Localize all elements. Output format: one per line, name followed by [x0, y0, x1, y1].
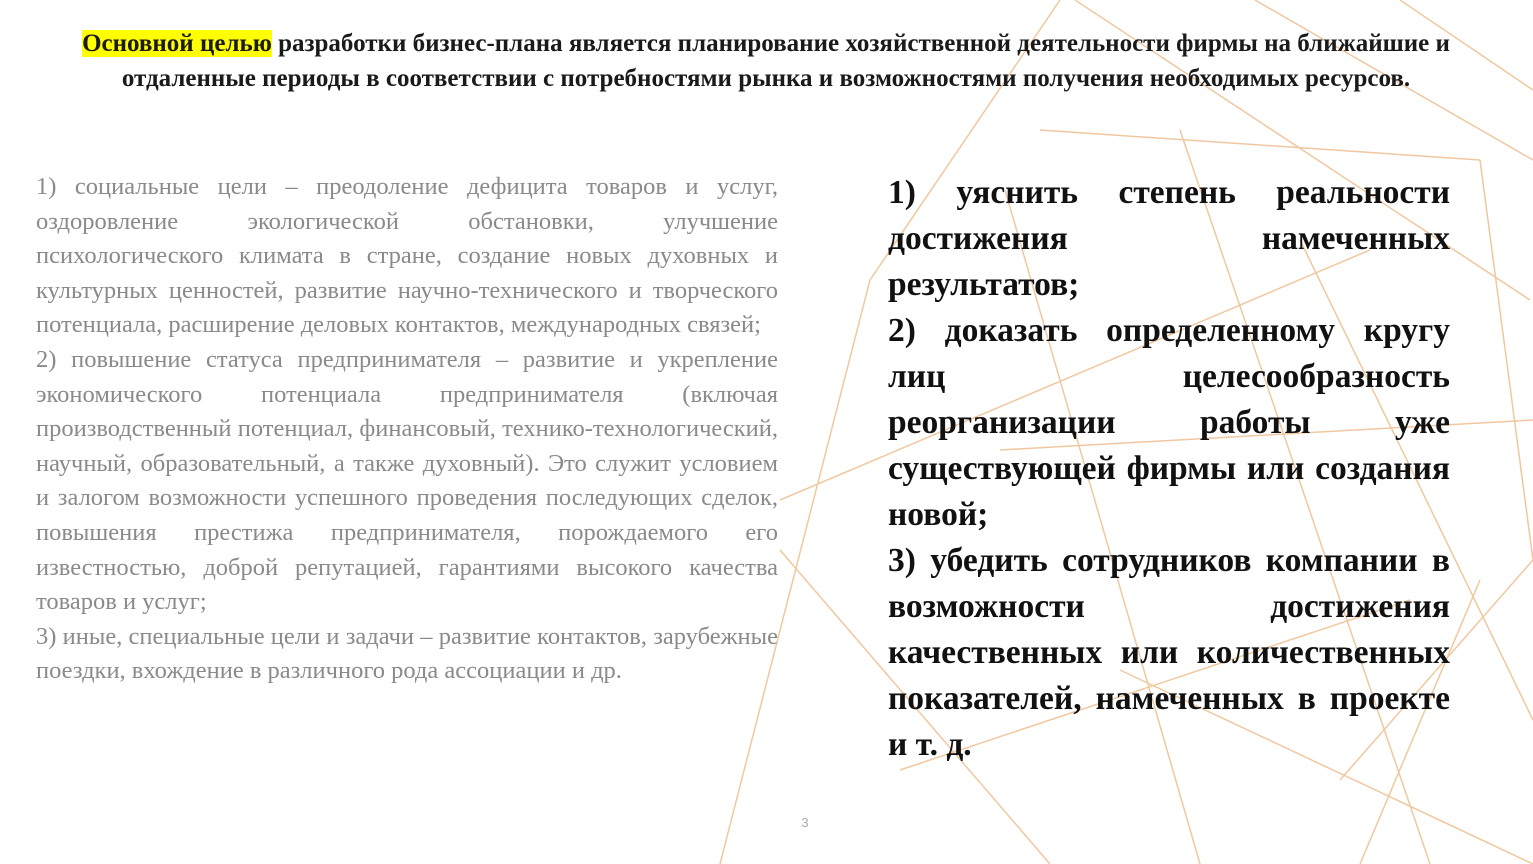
- slide-number: 3: [801, 815, 809, 830]
- right-item-1: 1) уяснить степень реальности достижения намеченных результатов;: [888, 174, 1450, 303]
- right-item-3: 3) убедить сотрудников компании в возможности достижения качественных или количественных показателей, намеченных в проекте и т. д.: [888, 542, 1450, 763]
- right-tasks-list: [888, 170, 1450, 768]
- page-title: [60, 26, 1472, 96]
- left-goals-list: [36, 170, 778, 689]
- title-rest: разработки бизнес-плана является планирование хозяйственной деятельности фирмы на ближайшие и отдаленные периоды в соответствии с потребностями рынка и возможностями получения необходимых ресурсов.: [121, 30, 1450, 92]
- left-item-2: 2) повышение статуса предпринимателя – развитие и укрепление экономического потенциала предпринимателя (включая производственный потенциал, финансовый, технико-технологический, научный, образовательный, а также духовный). Это служит условием и залогом возможности успешного проведения последующих сделок, повышения престижа предпринимателя, порождаемого его известностью, доброй репутацией, гарантиями высокого качества товаров и услуг;: [36, 345, 778, 616]
- right-item-2: 2) доказать определенному кругу лиц целесообразность реорганизации работы уже существующей фирмы или создания новой;: [888, 312, 1450, 533]
- left-item-3: 3) иные, специальные цели и задачи – развитие контактов, зарубежные поездки, вхождение в различного рода ассоциации и др.: [36, 622, 778, 685]
- title-highlight: Основной целью: [82, 30, 272, 57]
- left-item-1: 1) социальные цели – преодоление дефицита товаров и услуг, оздоровление экологической обстановки, улучшение психологического климата в стране, создание новых духовных и культурных ценностей, развитие научно-технического и творческого потенциала, расширение деловых контактов, международных связей;: [36, 173, 778, 339]
